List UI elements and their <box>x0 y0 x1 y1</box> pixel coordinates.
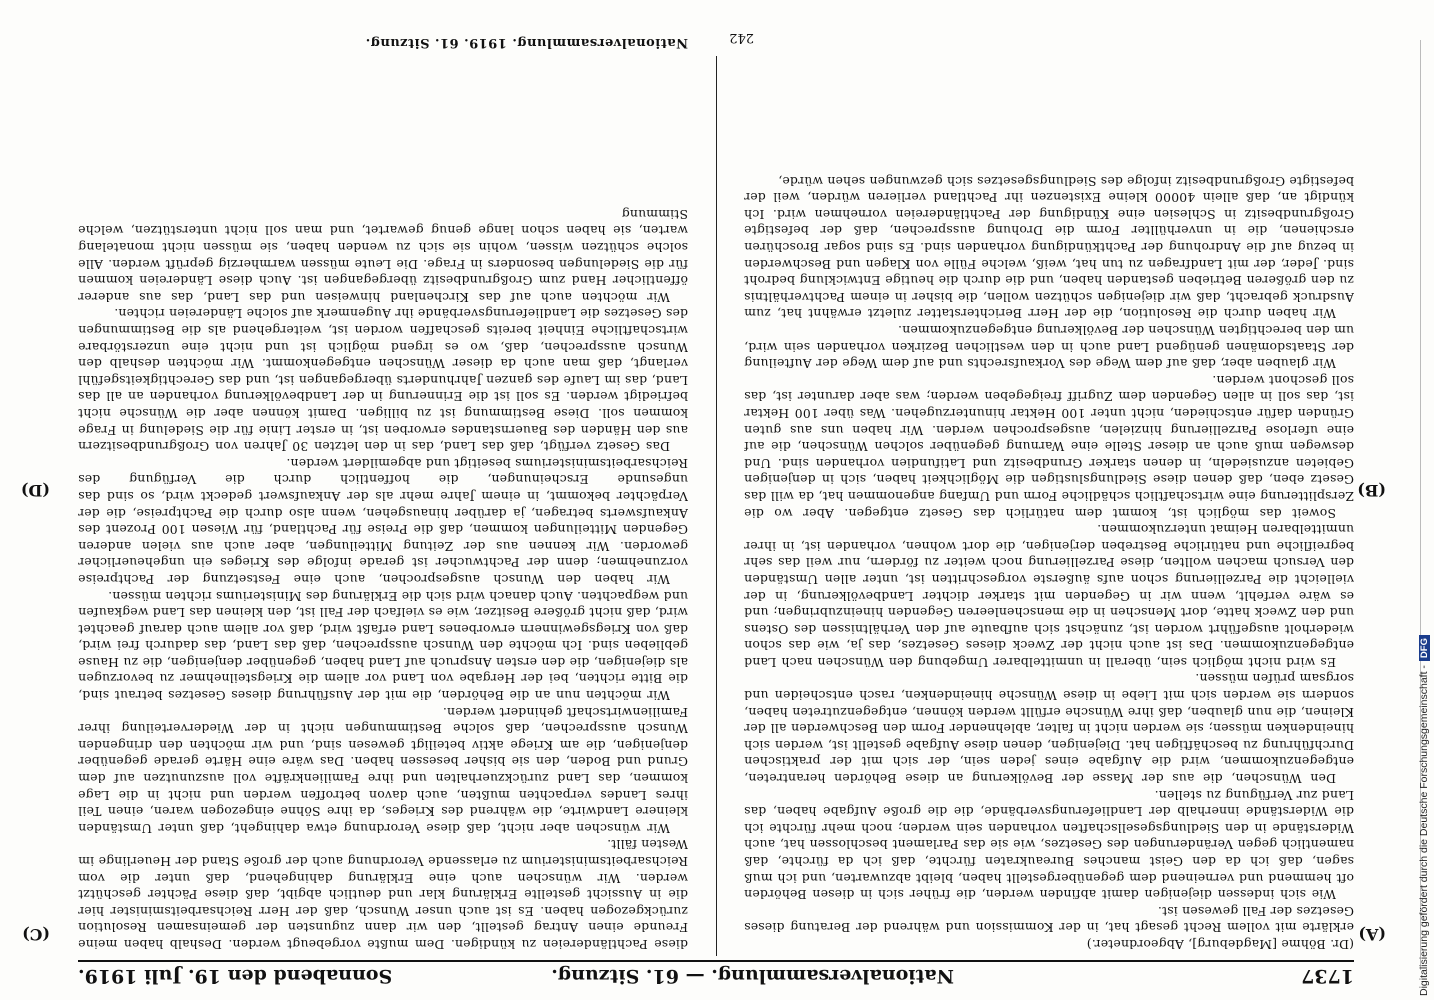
right-text-column <box>78 62 688 952</box>
paragraph: Wir wünschen aber nicht, daß diese Verordnung etwa dahingeht, daß unter Umständen kleinere Landwirte, die während des Krieges, da ihre Söhne eingezogen waren, einen Teil ihres Landes verpachten mußten, auch davon betroffen werden und nicht in die Lage kommen, das Land zurückzuerhalten und ihre Familienkräfte voll auszunutzen auf dem Grund und Boden, den sie bisher besessen haben. Das wäre eine Härte gerade gegenüber denjenigen, die am Kriege aktiv beteiligt gewesen sind, und wir möchten den dringenden Wunsch aussprechen, daß solche Bestimmungen nicht in der Wiederverteilung ihrer Familienwirtschaft gehindert werden. <box>78 704 688 836</box>
margin-marker-b: (B) <box>1357 481 1386 500</box>
header-date: Sonnabend den 19. Juli 1919. <box>78 965 393 987</box>
left-text-column <box>744 62 1354 952</box>
page-number: 242 <box>729 30 754 45</box>
page-header <box>78 960 1354 990</box>
paragraph: Soweit das möglich ist, kommt dem natürlich das Gesetz entgegen. Aber wo die Zersplitterung eine wirtschaftlich schädliche Form und Umfang angenommen hat, da will das Gesetz eben, daß denen diese Siedlungslustigen die Möglichkeit haben, sich in denjenigen Gebieten anzusiedeln, in denen starker Grundbesitz und Latifundien vorhanden sind. Und deswegen muß auch an dieser Stelle eine Warnung gegenüber solchen Wünschen, die auf eine uferlose Parzellierung hinzielen, ausgesprochen werden. Wir haben uns aus guten Gründen dafür entschieden, nicht unter 100 Hektar hinunterzugehen. Was über 100 Hektar ist, das soll in allen Gegenden dem Zugriff freigegeben werden; was aber darunter ist, das soll geschont werden. <box>744 372 1354 521</box>
paragraph: diese Pachtländereien zu kündigen. Dem mußte vorgebeugt werden. Deshalb haben meine Freunde einen Antrag gestellt, den wir dann zugunsten der gemeinsamen Resolution zurückgezogen haben. Es ist auch unser Wunsch, daß der Herr Reichsarbeitsminister hier die in Aussicht gestellte Erklärung klar und deutlich abgibt, daß diese Pächter geschützt werden. Wir wünschen auch eine Erklärung dahingehend, daß unter die vom Reichsarbeitsministerium zu erlassende Verordnung auch der große Stand der Heuerlinge im Westen fällt. <box>78 837 688 952</box>
paragraph: Wir haben durch die Resolution, die der Herr Berichterstatter zuletzt erwähnt hat, zum Ausdruck gebracht, daß wir diejenigen schützen wollen, die bisher in einem Pachtverhältnis zu den größeren Betrieben gestanden haben, und die durch die heutige Entwicklung bedroht sind. Jeder, der mit Landfragen zu tun hat, weiß, welche Fülle von Klagen und Beschwerden in bezug auf die Androhung der Pachtkündigung vorhanden sind. Es sind sogar Broschüren erschienen, die in unverhüllter Form die Drohung aussprechen, daß der befestigte Großgrundbesitz in Schlesien eine Kündigung der Pachtländereien vornehmen wird. Ich kündigt an, daß allein 40000 kleine Existenzen ihr Pachtland verlieren würden, weil der befestigte Großgrundbesitz infolge des Siedlungsgesetzes sich gezwungen sehen würde, <box>744 173 1354 322</box>
margin-marker-a: (A) <box>1358 925 1386 944</box>
paragraph: Es wird nicht möglich sein, überall in unmittelbarer Umgebung den Wünschen nach Land entgegenzukommen. Das ist auch nicht der Zweck dieses Gesetzes, das ja, wie das schon wiederholt ausgeführt worden ist, zunächst sich aufbaute auf den Verhältnissen des Ostens und den Zweck hatte, dort Menschen in die menschenleeren Gegenden hineinzubringen; und es wäre verfehlt, wenn wir in Gegenden mit starker dichter Landbevölkerung, in der vielleicht die Parzellierung schon aufs äußerste vorgeschritten ist, unter allen Umständen den Versuch machen wollten, diese Parzellierung noch weiter zu fördern, nur weil das sehr begreifliche und natürliche Bestreben derjenigen, die dort wohnen, vorhanden ist, in ihrer unmittelbaren Heimat unterzukommen. <box>744 522 1354 670</box>
header-title: Nationalversammlung. — 61. Sitzung. <box>551 965 954 987</box>
paragraph: erklärte mit vollem Recht gesagt hat, in der Kommission und während der Beratung dieses Gesetzes der Fall gewesen ist. <box>744 903 1354 936</box>
paragraph: Das Gesetz verfügt, daß das Land, das in den letzten 30 Jahren von Großgrundbesitzern aus den Händen des Bauernstandes erworben ist, in erster Linie für die Siedelung in Frage kommen soll. Diese Bestimmung ist zu billigen. Damit können aber die Wünsche nicht befriedigt werden. Es soll ist die Erinnerung in der Landbevölkerung vorhanden an all das Land, das im Laufe des ganzen Jahrhunderts übergegangen ist, und das Gerechtigkeitsgefühl verlangt, daß man auch da dieser Wünschen entgegenkommt. Wir möchten deshalb den Wunsch aussprechen, daß, wo es irgend möglich ist und nicht eine unzerstörbare wirtschaftliche Einheit bereits geschaffen worden ist, weitergehend als die Bestimmungen des Gesetzes die Landlieferungsverbände ihr Augenmerk auf solche Ländereien richten. <box>78 306 688 455</box>
paragraph: Wie sich indessen diejenigen damit abfinden werden, die früher sich in diesen Behörden oft hemmend und verneinend dem gegenübergestellt haben, bleibt abzuwarten, und ich muß sagen, daß ich da den Geist manches Bureaukraten fürchte, daß ich da fürchte, daß namentlich gegen Veränderungen des Gesetzes, wie sie das Parlament beschlossen hat, auch Widerstände in den Siedlungsgesellschaften vorhanden sein werden; noch mehr fürchte ich die Widerstände innerhalb der Landlieferungsverbände, die die große Aufgabe haben, das Land zur Verfügung zu stellen. <box>744 787 1354 903</box>
paragraph: Den Wünschen, die aus der Masse der Bevölkerung an diese Behörden herantreten, entgegenzukommen, wird die Aufgabe eines jeden sein, der sich mit der praktischen Durchführung zu beschäftigen hat. Diejenigen, denen diese Aufgabe gestellt ist, werden sich hineindenken müssen; sie werden nicht in falter, ablehnender Form den Beschwerden all der Kleinen, die nun glauben, daß ihre Wünsche erfüllt werden können, entgegenzutreten haben, sondern sie werden sich mit Liebe in diese Wünsche hineindenken, rasch entscheiden und sorgsam prüfen müssen. <box>744 671 1354 787</box>
speaker-line: (Dr. Böhme [Magdeburg], Abgeordneter.) <box>1086 937 1354 952</box>
column-divider <box>716 56 717 956</box>
paragraph: Wir möchten auch auf das Kirchenland hinweisen und das Land, das aus anderer öffentlicher Hand zum Großgrundbesitz übergegangen ist. Auch diese Ländereien kommen für die Siedelungen besonders in Frage. Die Leute müssen warmherzig geprüft werden. Alle solche schützen wissen, wohin sie sich zu wenden haben, sie müssen nicht monatelang warten, sie haben schon lange genug gewartet, und man soll nicht unterstützen, welche Stimmung <box>78 206 688 305</box>
page-footer: Nationalversammlung. 1919. 61. Sitzung. <box>365 35 688 50</box>
digitization-credit <box>1418 635 1430 996</box>
paragraph: Wir glauben aber, daß auf dem Wege des Vorkaufsrechts und auf dem Wege der Aufteilung der Staatsdomänen genügend Land auch in den westlichen Bezirken vorhanden sein wird, um den berechtigten Wünschen der Bevölkerung entgegenzukommen. <box>744 323 1354 372</box>
paragraph: Wir möchten nun an die Behörden, die mit der Ausführung dieses Gesetzes betraut sind, die Bitte richten, bei der Hergabe von Land vor allem die Kriegsteilnehmer zu bevorzugen als diejenigen, die den ersten Anspruch auf Land haben, gegenüber denjenigen, die zu Hause geblieben sind. Ich möchte den Wunsch aussprechen, daß das Land, das dadurch frei wird, daß von Kriegsgewinnern erworbenes Land erfaßt wird, daß vor allem auch darauf geachtet wird, daß nicht größere Besitzer, wie es vielfach der Fall ist, den kleinen das Land wegkaufen und wegpachten. Auch danach wird sich die Erklärung des Ministeriums richten müssen. <box>78 588 688 704</box>
credit-text: Digitalisierung gefördert durch die Deutsche Forschungsgemeinschaft - <box>1418 665 1430 996</box>
dfg-logo: DFG <box>1419 635 1430 661</box>
header-page-number: 1737 <box>1301 965 1354 987</box>
margin-marker-c: (C) <box>22 925 50 944</box>
paragraph: Wir haben den Wunsch ausgesprochen, auch eine Festsetzung der Pachtpreise vorzunehmen; denn der Pachtwucher ist gerade infolge des Krieges ein ungeheuerlicher geworden. Wir kennen aus der Zeitung Mitteilungen, aber auch aus vielen anderen Gegenden Mitteilungen kommen, daß die Preise für Pachtland, für Wiesen 100 Prozent des Ankaufswerts betragen, ja darüber hinausgehen, wenn also durch die Pachtpreise, die der Verpächter bekommt, in einem Jahre mehr als der Ankaufswert gedeckt wird, so sind das ungesunde Erscheinungen, die hoffentlich durch die Verfügung des Reichsarbeitsministeriums beseitigt und abgemildert werden. <box>78 455 688 587</box>
margin-marker-d: (D) <box>20 481 50 500</box>
